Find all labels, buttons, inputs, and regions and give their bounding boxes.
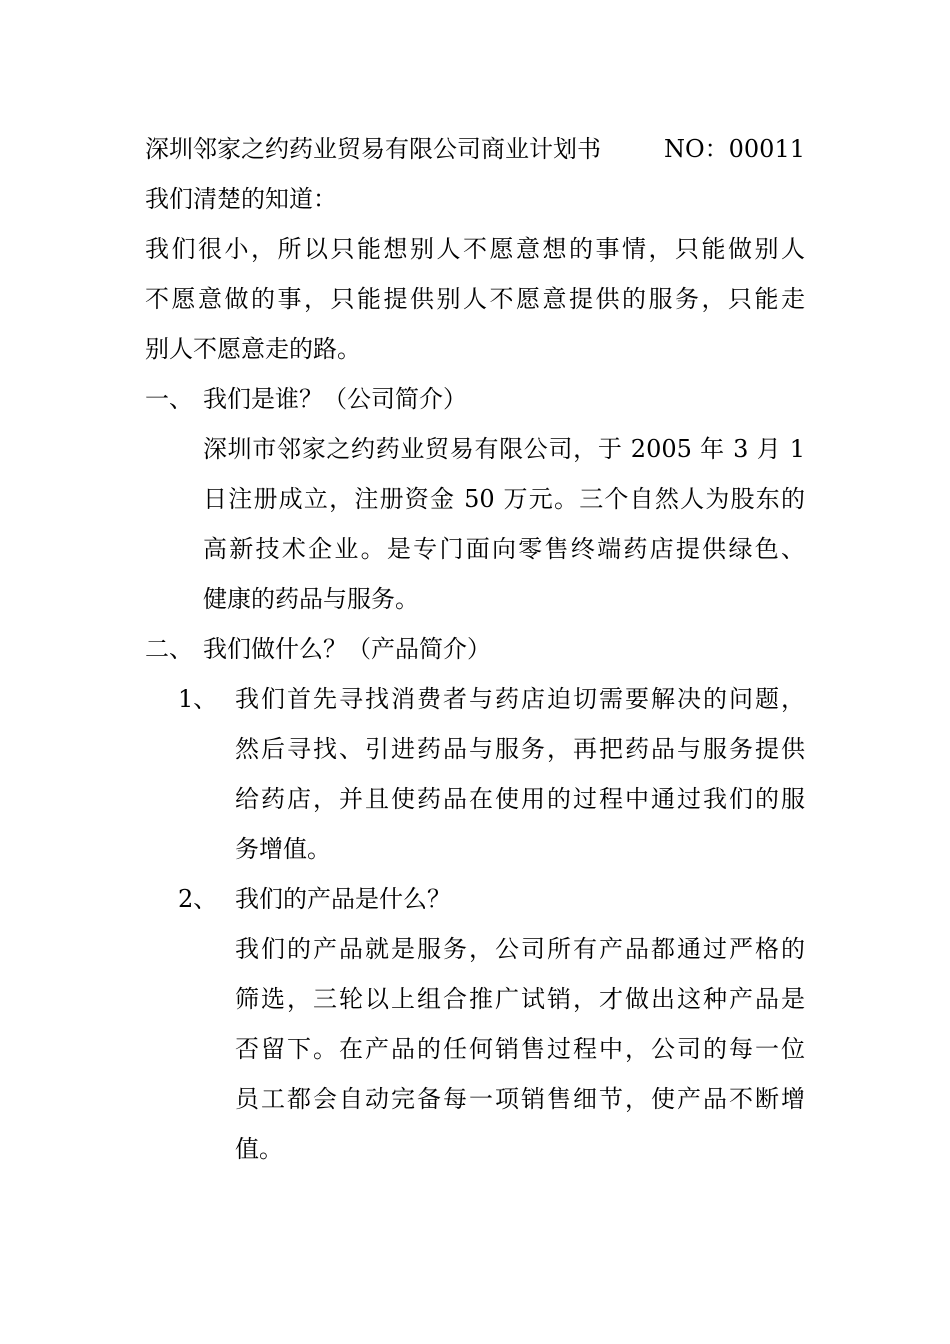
item-2-marker: 2、 [178,885,218,913]
item-1-line: 我们首先寻找消费者与药店迫切需要解决的问题， [235,685,805,713]
item-2-detail-line: 否留下。在产品的任何销售过程中，公司的每一位 [235,1035,805,1063]
intro-line: 不愿意做的事，只能提供别人不愿意提供的服务，只能走 [145,285,805,313]
section-1-line: 高新技术企业。是专门面向零售终端药店提供绿色、 [203,535,805,563]
item-2-detail-line: 筛选，三轮以上组合推广试销，才做出这种产品是 [235,985,805,1013]
item-2-detail-line: 我们的产品就是服务，公司所有产品都通过严格的 [235,935,805,963]
item-1-line: 给药店，并且使药品在使用的过程中通过我们的服 [235,785,805,813]
section-1-heading: 我们是谁？（公司简介） [203,385,467,413]
section-1-marker: 一、 [145,385,193,413]
item-1-line: 务增值。 [235,835,331,863]
item-2-detail-line: 员工都会自动完备每一项销售细节，使产品不断增 [235,1085,805,1113]
item-2-heading: 我们的产品是什么？ [235,885,451,913]
section-1-line: 深圳市邻家之约药业贸易有限公司，于 2005 年 3 月 1 [203,435,805,463]
section-2-marker: 二、 [145,635,193,663]
intro-lead: 我们清楚的知道： [145,185,337,213]
intro-line: 别人不愿意走的路。 [145,335,361,363]
document-number: NO：00011 [663,135,805,163]
item-1-marker: 1、 [178,685,218,713]
section-2-heading: 我们做什么？（产品简介） [203,635,491,663]
item-2-detail-line: 值。 [235,1135,283,1163]
intro-line: 我们很小，所以只能想别人不愿意想的事情，只能做别人 [145,235,805,263]
section-1-line: 健康的药品与服务。 [203,585,419,613]
section-1-line: 日注册成立，注册资金 50 万元。三个自然人为股东的 [203,485,805,513]
item-1-line: 然后寻找、引进药品与服务，再把药品与服务提供 [235,735,805,763]
document-title: 深圳邻家之约药业贸易有限公司商业计划书 [145,135,601,163]
